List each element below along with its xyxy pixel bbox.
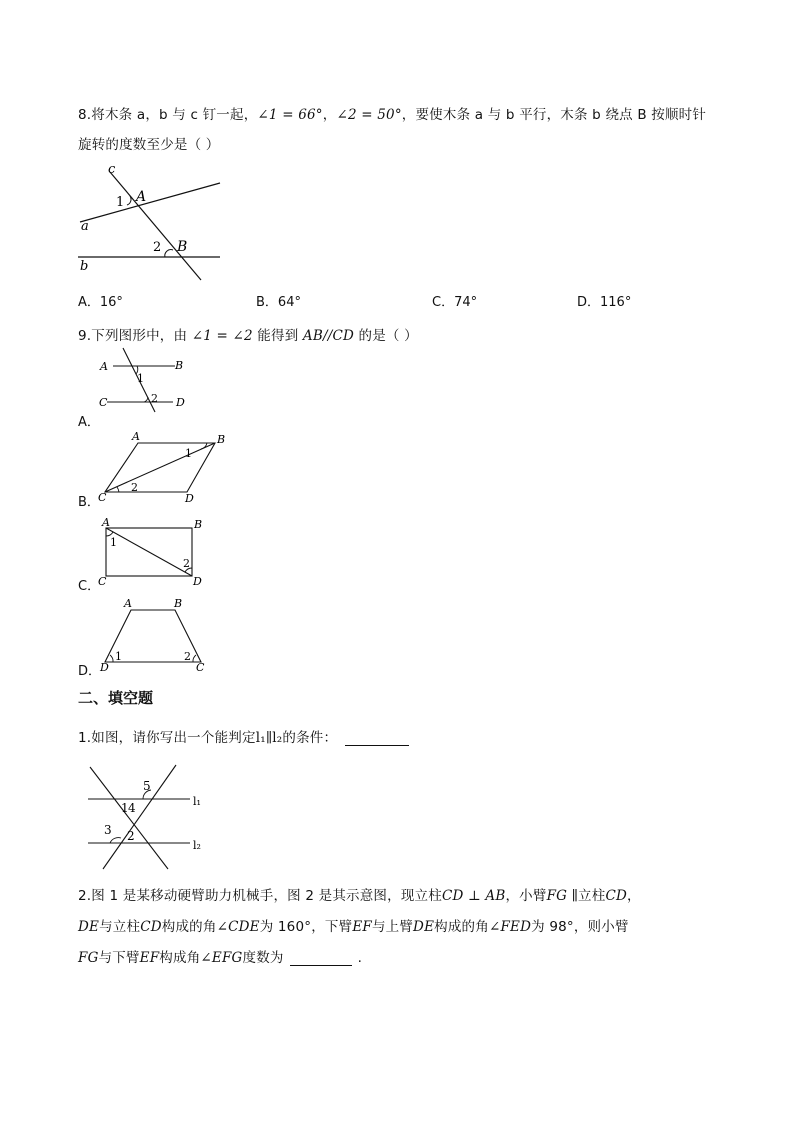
- fill1-label-4: 4: [128, 801, 136, 815]
- q8-option-b[interactable]: B．64°: [256, 295, 301, 310]
- q8-line1: [78, 103, 706, 123]
- fill2-l2-f: 为 98°，则小臂: [531, 919, 629, 935]
- q8-label-a: a: [81, 219, 89, 234]
- q9a-label-2: 2: [151, 392, 158, 405]
- q8-option-c[interactable]: C．74°: [432, 295, 478, 310]
- fill2-cd: CD: [605, 888, 628, 904]
- fill2-l1-e: ，: [627, 888, 641, 904]
- q8-label-1: 1: [116, 195, 125, 210]
- fill2-l2-d: 与上臂: [371, 919, 414, 935]
- q9c-label-1: 1: [110, 536, 117, 549]
- q9-figure-c: [95, 515, 210, 590]
- q9c-label-C: C: [98, 575, 107, 588]
- q9b-label-A: A: [132, 430, 140, 443]
- q9-condition: ∠1 = ∠2: [191, 328, 253, 344]
- q8-label-c: c: [108, 162, 116, 177]
- section-title-fill-in: 二、填空题: [78, 689, 154, 707]
- fill1-text: 1.如图，请你写出一个能判定: [78, 730, 256, 746]
- fill2-fg-parallel: FG ∥: [546, 888, 579, 904]
- q9d-label-B: B: [174, 598, 183, 610]
- q9d-label-D: D: [100, 661, 109, 673]
- q9-figure-a: [95, 345, 195, 415]
- fill1-label-2: 2: [127, 829, 135, 843]
- q9-stem: [78, 324, 418, 344]
- fill2-line1: [78, 884, 641, 904]
- q9a-label-A: A: [100, 360, 108, 373]
- q8-text-b: ，要使木条 a 与 b 平行，木条 b 绕点 B 按顺时针: [401, 107, 707, 123]
- fill2-l1-c: ，小臂: [505, 888, 547, 904]
- q9b-label-1: 1: [185, 447, 192, 460]
- q9a-label-C: C: [99, 396, 108, 409]
- fill2-angle-efg: ∠EFG: [200, 950, 243, 966]
- fill1-label-1: 1: [121, 801, 129, 815]
- q9b-label-C: C: [98, 491, 107, 504]
- q8-label-A: A: [136, 189, 147, 205]
- fill2-l2-a: 与立柱: [99, 919, 141, 935]
- q8-text-a: 8.将木条 a，b 与 c 钉一起，: [78, 107, 258, 123]
- q8-figure: [70, 155, 230, 285]
- q9d-label-A: A: [124, 598, 132, 610]
- q9b-label-2: 2: [131, 481, 138, 494]
- fill2-ef: EF: [352, 919, 372, 935]
- q8-label-2: 2: [153, 240, 162, 255]
- q9a-label-1: 1: [137, 372, 144, 385]
- fill2-line3: [78, 946, 362, 966]
- q8-angle1: ∠1 = 66°: [257, 107, 323, 123]
- q9a-label-B: B: [175, 359, 184, 372]
- q8-angle2: ∠2 = 50°: [336, 107, 402, 123]
- fill2-ef-2: EF: [139, 950, 160, 966]
- q8-option-d[interactable]: D．116°: [577, 295, 632, 310]
- q9d-label-1: 1: [115, 650, 122, 663]
- fill2-l2-b: 构成的角: [161, 919, 217, 935]
- q8-label-b: b: [80, 259, 89, 274]
- fill2-l3-b: 构成角: [159, 950, 201, 966]
- q9c-label-A: A: [102, 516, 110, 529]
- q9d-label-C: C: [196, 661, 205, 673]
- q8-sep: ，: [322, 107, 337, 123]
- fill2-l1-d: 立柱: [578, 888, 606, 904]
- q9-option-b[interactable]: B．: [78, 495, 100, 510]
- q9-figure-b: [95, 430, 225, 505]
- fill2-l2-c: 为 160°，下臂: [259, 919, 353, 935]
- fill2-de: DE: [78, 919, 100, 935]
- fill2-l3-c: 度数为: [242, 950, 284, 966]
- fill1-label-l2: l₂: [193, 839, 201, 852]
- q8-label-B: B: [177, 239, 188, 255]
- fill2-answer-blank[interactable]: [290, 949, 352, 966]
- fill2-l3-a: 与下臂: [98, 950, 140, 966]
- q9b-label-D: D: [185, 492, 194, 505]
- fill1-cond: l₁∥l₂: [255, 730, 283, 746]
- fill2-period: .: [357, 950, 363, 966]
- fill2-fg: FG: [78, 950, 99, 966]
- fill1-figure: [80, 762, 220, 872]
- q9-text-c: 的是（ ）: [358, 328, 418, 344]
- q9-option-c[interactable]: C．: [78, 579, 101, 594]
- q9-text-b: 能得到: [257, 328, 299, 344]
- fill1-label-5: 5: [143, 779, 151, 793]
- fill2-l1-a: 2.图 1 是某移动硬臂助力机械手，图 2 是其示意图，现立柱: [78, 888, 442, 904]
- fill2-cd-2: CD: [140, 919, 162, 935]
- q8-line2: 旋转的度数至少是（ ）: [78, 137, 220, 153]
- fill2-angle-cde: ∠CDE: [216, 919, 260, 935]
- fill2-cd-perp: CD ⊥ AB: [441, 888, 506, 904]
- fill1-text-b: 的条件：: [282, 730, 338, 746]
- q9c-label-B: B: [194, 518, 203, 531]
- q9-figure-d: [95, 598, 215, 673]
- fill1-label-3: 3: [104, 823, 112, 837]
- q9-target: AB//CD: [302, 328, 355, 344]
- fill2-de-2: DE: [413, 919, 435, 935]
- fill1-answer-blank[interactable]: [345, 729, 409, 746]
- fill1-stem: [78, 726, 409, 746]
- q9c-label-2: 2: [183, 557, 190, 570]
- fill2-angle-fed: ∠FED: [488, 919, 532, 935]
- fill1-label-l1: l₁: [193, 795, 201, 808]
- q9-text-a: 9.下列图形中，由: [78, 328, 188, 344]
- q8-option-a[interactable]: A．16°: [78, 295, 123, 310]
- q9a-label-D: D: [176, 396, 185, 409]
- q9c-label-D: D: [193, 575, 202, 588]
- q9-option-a[interactable]: A．: [78, 415, 100, 430]
- fill2-l2-e: 构成的角: [434, 919, 489, 935]
- q9-option-d[interactable]: D．: [78, 664, 102, 679]
- fill2-line2: [78, 915, 629, 935]
- q9d-label-2: 2: [184, 650, 191, 663]
- q9b-label-B: B: [217, 433, 225, 446]
